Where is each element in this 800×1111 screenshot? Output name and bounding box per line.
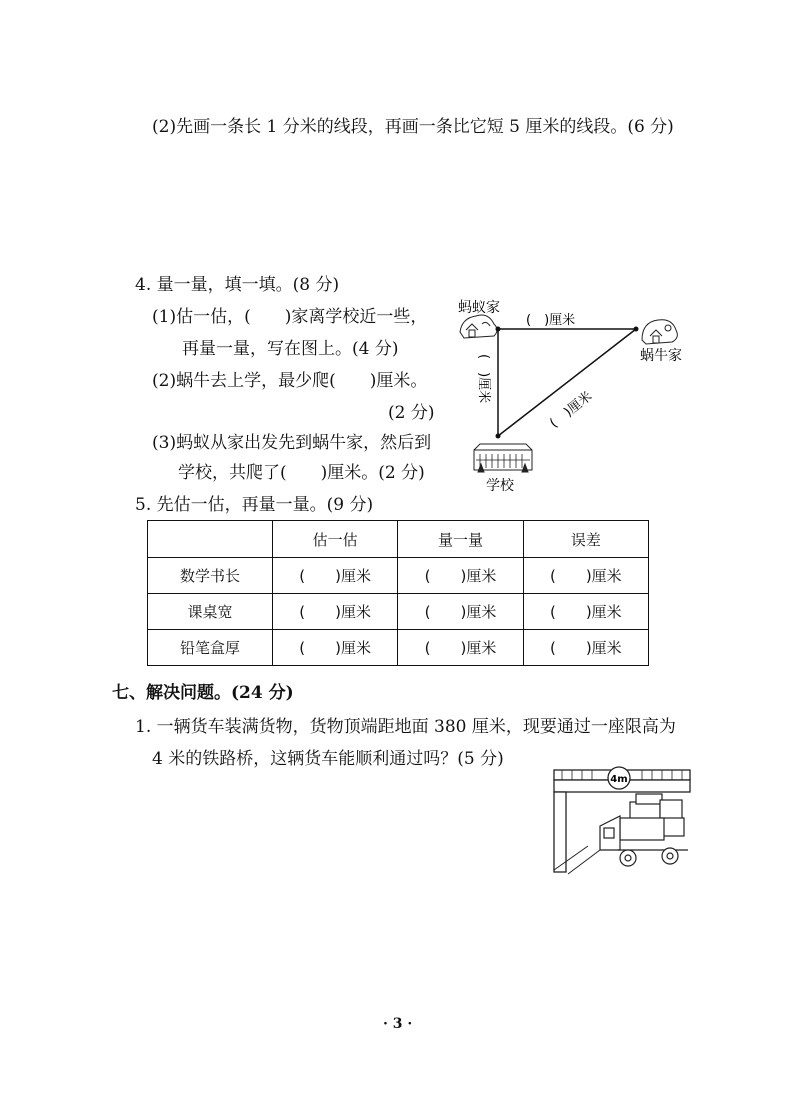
q5-title: 5. 先估一估，再量一量。(9 分) (135, 495, 374, 515)
snail-home-label: 蜗牛家 (640, 348, 682, 364)
estimate-answer-blank[interactable]: ( )厘米 (273, 594, 398, 630)
measure-answer-blank[interactable]: ( )厘米 (398, 558, 523, 594)
ant-home-point (496, 327, 501, 332)
problem1-line2: 4 米的铁路桥，这辆货车能顺利通过吗？(5 分) (152, 749, 504, 769)
estimate-answer-blank[interactable]: ( )厘米 (273, 630, 398, 666)
table-header-row (148, 521, 649, 558)
truck-bridge-illustration (548, 766, 692, 878)
q4-title: 4. 量一量，填一填。(8 分) (135, 275, 340, 295)
measure-answer-blank[interactable]: ( )厘米 (398, 594, 523, 630)
left-edge-length-label: ( )厘米 (476, 354, 491, 404)
q4-part2-score: (2 分) (388, 403, 435, 423)
diagonal-edge-length-label: ( )厘米 (547, 389, 596, 432)
q2-drawing-instruction: (2)先画一条长 1 分米的线段，再画一条比它短 5 厘米的线段。(6 分) (152, 117, 674, 137)
table-row (148, 630, 649, 666)
q4-part1-line1: (1)估一估，( )家离学校近一些， (152, 307, 428, 327)
school-point (496, 434, 501, 439)
table-header-item (148, 521, 273, 558)
table-header-measure: 量一量 (398, 521, 523, 558)
top-edge-length-label: ( )厘米 (526, 313, 576, 328)
table-row (148, 558, 649, 594)
bridge-pillar (554, 792, 566, 872)
row-label: 铅笔盒厚 (148, 630, 273, 666)
estimate-answer-blank[interactable]: ( )厘米 (273, 558, 398, 594)
row-label: 课桌宽 (148, 594, 273, 630)
section7-title: 七、解决问题。(24 分) (112, 683, 294, 703)
snail-home-point (634, 327, 639, 332)
distance-map (450, 290, 710, 500)
page-number: · 3 · (383, 1016, 413, 1032)
q4-part1-line2: 再量一量，写在图上。(4 分) (182, 339, 399, 359)
school-building-icon (474, 444, 532, 472)
row-label: 数学书长 (148, 558, 273, 594)
q4-part3-line1: (3)蚂蚁从家出发先到蜗牛家，然后到 (152, 433, 432, 453)
school-label: 学校 (486, 478, 514, 494)
q4-part3-line2: 学校，共爬了( )厘米。(2 分) (178, 463, 425, 483)
ant-house-icon (460, 315, 497, 338)
q4-part2-line1: (2)蜗牛去上学，最少爬( )厘米。 (152, 371, 428, 391)
problem1-line1: 1. 一辆货车装满货物，货物顶端距地面 380 厘米，现要通过一座限高为 (135, 717, 676, 737)
error-answer-blank[interactable]: ( )厘米 (523, 594, 648, 630)
estimate-measure-table (147, 520, 649, 666)
height-limit-text: 4m (610, 774, 628, 785)
error-answer-blank[interactable]: ( )厘米 (523, 558, 648, 594)
table-row (148, 594, 649, 630)
error-answer-blank[interactable]: ( )厘米 (523, 630, 648, 666)
table-header-error: 误差 (523, 521, 648, 558)
table-header-estimate: 估一估 (273, 521, 398, 558)
truck-icon (600, 794, 688, 866)
ant-home-label: 蚂蚁家 (458, 300, 500, 316)
snail-house-icon (642, 320, 677, 344)
measure-answer-blank[interactable]: ( )厘米 (398, 630, 523, 666)
